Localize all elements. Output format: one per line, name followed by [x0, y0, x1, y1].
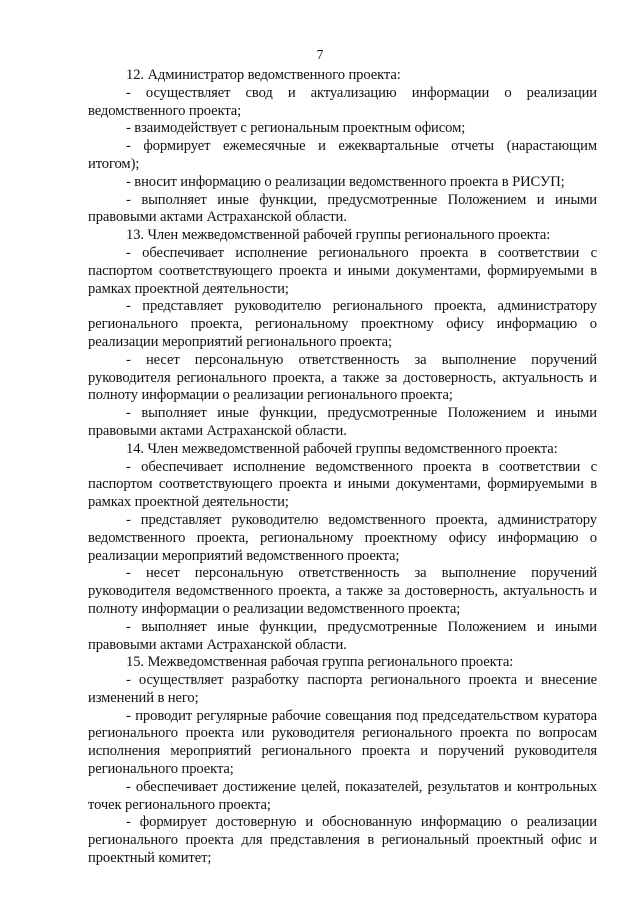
list-item: - вносит информацию о реализации ведомственного проекта в РИСУП; [126, 173, 565, 190]
list-item: - обеспечивает исполнение регионального проекта в соответствии с паспортом соответствующего проекта и иными документами, формируемыми в рамках проектной деятельности; [88, 244, 597, 297]
list-item: - представляет руководителю регионального проекта, администратору регионального проекта, региональному проектному офису информацию о реализации мероприятий регионального проекта; [88, 298, 597, 350]
section-heading-15: 15. Межведомственная рабочая группа регионального проекта: [126, 654, 514, 671]
list-item: - формирует ежемесячные и ежеквартальные отчеты (нарастающим итогом); [88, 138, 597, 172]
list-item: - осуществляет разработку паспорта регионального проекта и внесение изменений в него; [88, 672, 597, 706]
section-heading-13: 13. Член межведомственной рабочей группы регионального проекта: [126, 227, 551, 244]
list-item: - несет персональную ответственность за выполнение поручений руководителя ведомственного проекта, а также за достоверность, актуальность и полноту информации о реализации ведомственного проекта; [88, 565, 597, 617]
list-item: - взаимодействует с региональным проектным офисом; [126, 120, 466, 137]
list-item: - осуществляет свод и актуализацию информации о реализации ведомственного проекта; [88, 84, 597, 119]
list-item: - формирует достоверную и обоснованную информацию о реализации регионального проекта для представления в региональный проектный офис и проектный комитет; [88, 814, 597, 867]
list-item: - обеспечивает достижение целей, показателей, результатов и контрольных точек регионального проекта; [88, 778, 597, 813]
list-item: - несет персональную ответственность за выполнение поручений руководителя регионального проекта, а также за достоверность, актуальность и полноту информации о реализации регионального проекта; [88, 351, 597, 404]
list-item: - проводит регулярные рабочие совещания под председательством куратора регионального проекта или руководителя регионального проекта по вопросам исполнения мероприятий регионального проекта и поручений руководителя регионального проекта; [88, 707, 597, 778]
list-item: - обеспечивает исполнение ведомственного проекта в соответствии с паспортом соответствующего проекта и иными документами, формируемыми в рамках проектной деятельности; [88, 458, 597, 511]
section-heading-14: 14. Член межведомственной рабочей группы ведомственного проекта: [126, 440, 558, 457]
section-heading-12: 12. Администратор ведомственного проекта: [126, 67, 401, 83]
list-item: - выполняет иные функции, предусмотренные Положением и иными правовыми актами Астраханской области. [88, 405, 597, 439]
list-item: - выполняет иные функции, предусмотренные Положением и иными правовыми актами Астраханской области. [88, 191, 597, 226]
page-number: 7 [316, 47, 324, 62]
list-item: - выполняет иные функции, предусмотренные Положением и иными правовыми актами Астраханской области. [88, 618, 597, 653]
list-item: - представляет руководителю ведомственного проекта, администратору ведомственного проекта, региональному проектному офису информацию о реализации мероприятий ведомственного проекта; [88, 511, 597, 564]
document-body [88, 67, 597, 868]
